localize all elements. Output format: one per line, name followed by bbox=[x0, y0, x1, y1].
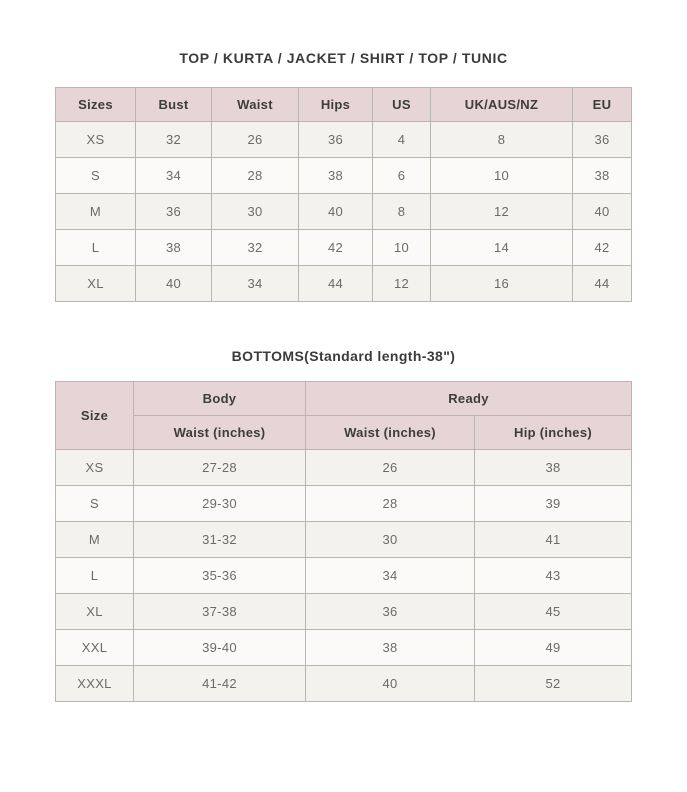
size-cell: XXL bbox=[56, 630, 134, 666]
value-cell: 36 bbox=[136, 194, 212, 230]
value-cell: 34 bbox=[306, 558, 475, 594]
table-row bbox=[56, 122, 632, 158]
value-cell: 37-38 bbox=[134, 594, 306, 630]
value-cell: 40 bbox=[306, 666, 475, 702]
table-row bbox=[56, 666, 632, 702]
column-header: Sizes bbox=[56, 88, 136, 122]
size-cell: XS bbox=[56, 122, 136, 158]
value-cell: 12 bbox=[373, 266, 431, 302]
value-cell: 30 bbox=[306, 522, 475, 558]
value-cell: 41-42 bbox=[134, 666, 306, 702]
value-cell: 36 bbox=[306, 594, 475, 630]
table-row bbox=[56, 594, 632, 630]
value-cell: 26 bbox=[212, 122, 299, 158]
value-cell: 38 bbox=[299, 158, 373, 194]
bottoms-table-title: BOTTOMS(Standard length-38") bbox=[231, 348, 456, 364]
value-cell: 39-40 bbox=[134, 630, 306, 666]
column-header: Bust bbox=[136, 88, 212, 122]
column-header-ready-hip: Hip (inches) bbox=[475, 416, 632, 450]
value-cell: 42 bbox=[299, 230, 373, 266]
column-header: UK/AUS/NZ bbox=[431, 88, 573, 122]
column-header: EU bbox=[573, 88, 632, 122]
value-cell: 6 bbox=[373, 158, 431, 194]
column-header-size: Size bbox=[56, 382, 134, 450]
value-cell: 28 bbox=[306, 486, 475, 522]
size-cell: S bbox=[56, 486, 134, 522]
value-cell: 8 bbox=[373, 194, 431, 230]
value-cell: 41 bbox=[475, 522, 632, 558]
header-subrow bbox=[56, 416, 632, 450]
value-cell: 34 bbox=[212, 266, 299, 302]
value-cell: 40 bbox=[573, 194, 632, 230]
size-cell: XS bbox=[56, 450, 134, 486]
size-cell: XL bbox=[56, 266, 136, 302]
value-cell: 14 bbox=[431, 230, 573, 266]
value-cell: 35-36 bbox=[134, 558, 306, 594]
size-cell: S bbox=[56, 158, 136, 194]
value-cell: 32 bbox=[212, 230, 299, 266]
tops-table-body bbox=[56, 122, 632, 302]
column-group-ready: Ready bbox=[306, 382, 632, 416]
value-cell: 45 bbox=[475, 594, 632, 630]
column-group-body: Body bbox=[134, 382, 306, 416]
value-cell: 38 bbox=[573, 158, 632, 194]
tops-table-header bbox=[56, 88, 632, 122]
bottoms-size-table bbox=[55, 381, 632, 702]
value-cell: 31-32 bbox=[134, 522, 306, 558]
value-cell: 10 bbox=[431, 158, 573, 194]
value-cell: 28 bbox=[212, 158, 299, 194]
value-cell: 30 bbox=[212, 194, 299, 230]
value-cell: 10 bbox=[373, 230, 431, 266]
column-header: Hips bbox=[299, 88, 373, 122]
value-cell: 8 bbox=[431, 122, 573, 158]
column-header-ready-waist: Waist (inches) bbox=[306, 416, 475, 450]
value-cell: 4 bbox=[373, 122, 431, 158]
value-cell: 44 bbox=[573, 266, 632, 302]
value-cell: 42 bbox=[573, 230, 632, 266]
table-row bbox=[56, 558, 632, 594]
column-header-body-waist: Waist (inches) bbox=[134, 416, 306, 450]
header-row bbox=[56, 382, 632, 416]
table-row bbox=[56, 194, 632, 230]
table-row bbox=[56, 450, 632, 486]
value-cell: 38 bbox=[475, 450, 632, 486]
value-cell: 16 bbox=[431, 266, 573, 302]
size-cell: XXXL bbox=[56, 666, 134, 702]
column-header: US bbox=[373, 88, 431, 122]
value-cell: 43 bbox=[475, 558, 632, 594]
table-row bbox=[56, 486, 632, 522]
size-cell: M bbox=[56, 522, 134, 558]
value-cell: 32 bbox=[136, 122, 212, 158]
size-cell: M bbox=[56, 194, 136, 230]
value-cell: 38 bbox=[136, 230, 212, 266]
value-cell: 34 bbox=[136, 158, 212, 194]
table-row bbox=[56, 266, 632, 302]
table-row bbox=[56, 230, 632, 266]
size-cell: XL bbox=[56, 594, 134, 630]
value-cell: 40 bbox=[136, 266, 212, 302]
tops-table-title: TOP / KURTA / JACKET / SHIRT / TOP / TUNIC bbox=[179, 50, 508, 66]
value-cell: 44 bbox=[299, 266, 373, 302]
table-row bbox=[56, 630, 632, 666]
table-row bbox=[56, 522, 632, 558]
size-cell: L bbox=[56, 230, 136, 266]
bottoms-table-header bbox=[56, 382, 632, 450]
header-row bbox=[56, 88, 632, 122]
value-cell: 38 bbox=[306, 630, 475, 666]
value-cell: 36 bbox=[573, 122, 632, 158]
value-cell: 39 bbox=[475, 486, 632, 522]
value-cell: 29-30 bbox=[134, 486, 306, 522]
value-cell: 26 bbox=[306, 450, 475, 486]
value-cell: 52 bbox=[475, 666, 632, 702]
value-cell: 36 bbox=[299, 122, 373, 158]
size-cell: L bbox=[56, 558, 134, 594]
value-cell: 49 bbox=[475, 630, 632, 666]
value-cell: 27-28 bbox=[134, 450, 306, 486]
table-row bbox=[56, 158, 632, 194]
value-cell: 40 bbox=[299, 194, 373, 230]
column-header: Waist bbox=[212, 88, 299, 122]
value-cell: 12 bbox=[431, 194, 573, 230]
tops-size-table bbox=[55, 87, 632, 302]
bottoms-table-body bbox=[56, 450, 632, 702]
